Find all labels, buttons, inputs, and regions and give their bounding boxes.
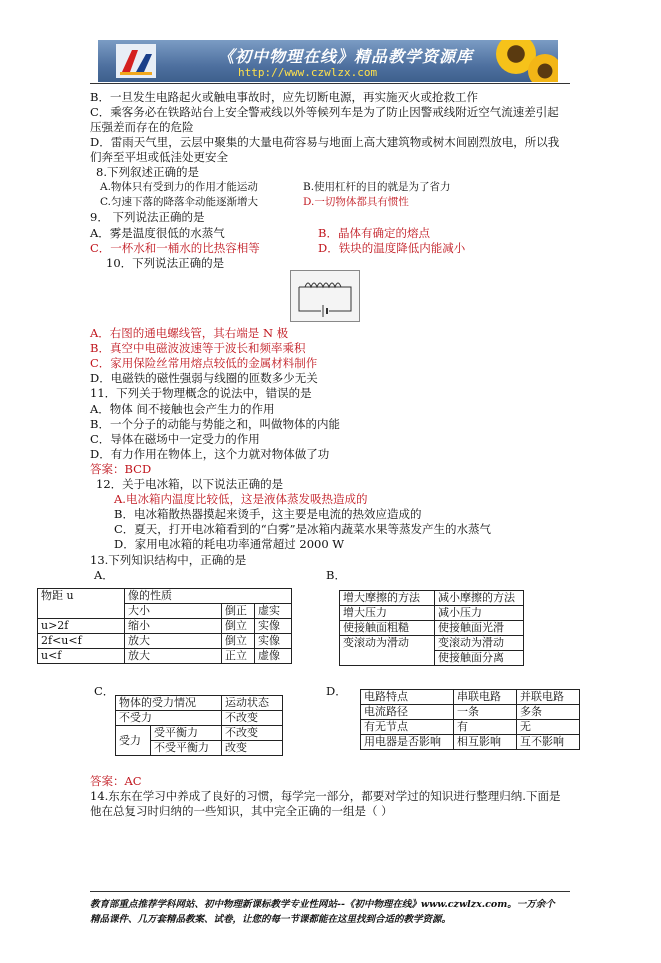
table-b-friction — [339, 590, 524, 666]
footer-line: 精品课件、几万套精品教案、试卷，让您的每一节课都能在这里找到合适的教学资源。 — [90, 914, 452, 925]
table-cell: 放大 — [125, 649, 222, 664]
table-cell: 改变 — [222, 741, 283, 756]
text-line: D．家用电冰箱的耗电功率通常超过 2000 W — [114, 537, 345, 551]
table-cell: 增大摩擦的方法 — [340, 591, 435, 606]
text-line: D．雷雨天气里，云层中聚集的大量电荷容易与地面上高大建筑物或树木间剧烈放电，所以我 — [90, 135, 560, 149]
table-row — [38, 589, 292, 604]
text-line: 8.下列叙述正确的是 — [96, 165, 199, 179]
text-line: 9． 下列说法正确的是 — [90, 210, 205, 224]
table-cell: 使接触面粗糙 — [340, 621, 435, 636]
text-line: A．物体 间不接触也会产生力的作用 — [90, 402, 275, 416]
text-line: C.匀速下落的降落伞动能逐渐增大 — [100, 196, 258, 208]
text-line: B．一个分子的动能与势能之和，叫做物体的内能 — [90, 417, 340, 431]
table-cell: 不受平衡力 — [151, 741, 222, 756]
table-a-lens-imaging — [37, 588, 292, 664]
table-cell: 变滚动为滑动 — [340, 636, 435, 666]
table-cell: 物距 u — [38, 589, 125, 619]
table-cell: 受平衡力 — [151, 726, 222, 741]
footer-line: 教育部重点推荐学科网站、初中物理新课标教学专业性网站--《初中物理在线》www.czwlzx.com。一万余个 — [90, 899, 555, 910]
text-line: D． — [326, 684, 347, 698]
table-cell: 串联电路 — [454, 690, 517, 705]
text-line: C．一杯水和一桶水的比热容相等 — [90, 241, 260, 255]
table-cell: u>2f — [38, 619, 125, 634]
table-cell: 电流路径 — [361, 705, 454, 720]
table-cell: 有无节点 — [361, 720, 454, 735]
text-line: 答案：AC — [90, 774, 142, 788]
text-line: B．真空中电磁波波速等于波长和频率乘积 — [90, 341, 306, 355]
table-cell: 物体的受力情况 — [116, 696, 222, 711]
table-cell: u<f — [38, 649, 125, 664]
text-line: 他在总复习时归纳的一些知识，其中完全正确的一组是（ ） — [90, 804, 393, 818]
table-row — [38, 634, 292, 649]
text-line: C． — [94, 684, 115, 698]
table-cell: 倒立 — [222, 619, 255, 634]
text-line: A．雾是温度很低的水蒸气 — [90, 226, 225, 240]
header-banner — [98, 40, 558, 82]
table-row — [361, 690, 580, 705]
table-cell: 倒立 — [222, 634, 255, 649]
table-cell: 有 — [454, 720, 517, 735]
text-line: 13.下列知识结构中，正确的是 — [90, 553, 247, 567]
table-cell: 无 — [517, 720, 580, 735]
table-cell: 放大 — [125, 634, 222, 649]
table-cell: 大小 — [125, 604, 222, 619]
text-line: 11．下列关于物理概念的说法中，错误的是 — [90, 386, 312, 400]
table-cell: 运动状态 — [222, 696, 283, 711]
text-line: A.电冰箱内温度比较低，这是液体蒸发吸热造成的 — [114, 492, 368, 506]
table-row — [116, 711, 283, 726]
text-line: 们奔至平坦或低洼处更安全 — [90, 150, 228, 164]
table-cell: 不受力 — [116, 711, 222, 726]
text-line: 答案：BCD — [90, 462, 152, 476]
table-cell: 使接触面光滑 — [435, 621, 524, 636]
table-cell: 实像 — [255, 634, 292, 649]
table-cell: 像的性质 — [125, 589, 292, 604]
table-cell: 虚实 — [255, 604, 292, 619]
text-line: D．有力作用在物体上，这个力就对物体做了功 — [90, 447, 330, 461]
table-row — [340, 621, 524, 636]
text-line: 压强差而存在的危险 — [90, 120, 194, 134]
table-cell: 多条 — [517, 705, 580, 720]
table-cell: 倒正 — [222, 604, 255, 619]
table-c-force-motion — [115, 695, 283, 756]
table-row — [340, 606, 524, 621]
table-cell: 使接触面分离 — [435, 651, 524, 666]
text-line: D.一切物体都具有惯性 — [303, 196, 409, 208]
header-title: 《初中物理在线》精品教学资源库 — [218, 47, 474, 66]
table-cell: 电路特点 — [361, 690, 454, 705]
text-line: B.使用杠杆的目的就是为了省力 — [303, 181, 451, 193]
text-line: A．右图的通电螺线管，其右端是 N 极 — [90, 326, 289, 340]
text-line: B．晶体有确定的熔点 — [318, 226, 430, 240]
table-cell: 并联电路 — [517, 690, 580, 705]
site-logo-icon — [116, 44, 156, 78]
table-row — [116, 696, 283, 711]
header-divider — [90, 83, 570, 84]
table-cell: 缩小 — [125, 619, 222, 634]
table-row — [116, 726, 283, 741]
table-cell: 实像 — [255, 619, 292, 634]
text-line: 12．关于电冰箱，以下说法正确的是 — [96, 477, 284, 491]
table-row — [361, 720, 580, 735]
text-line: A.物体只有受到力的作用才能运动 — [100, 181, 258, 193]
table-cell: 用电器是否影响 — [361, 735, 454, 750]
table-cell: 虚像 — [255, 649, 292, 664]
text-line: C．导体在磁场中一定受力的作用 — [90, 432, 260, 446]
table-row — [38, 619, 292, 634]
sunflower-icon — [528, 54, 558, 82]
text-line: D．电磁铁的磁性强弱与线圈的匝数多少无关 — [90, 371, 318, 385]
text-line: C．家用保险丝常用熔点较低的金属材料制作 — [90, 356, 318, 370]
table-row — [340, 636, 524, 651]
table-cell: 一条 — [454, 705, 517, 720]
text-line: B．电冰箱散热器摸起来烫手，这主要是电流的热效应造成的 — [114, 507, 422, 521]
table-row — [340, 591, 524, 606]
solenoid-circuit-figure — [290, 270, 360, 322]
table-cell: 相互影响 — [454, 735, 517, 750]
table-row — [361, 705, 580, 720]
table-cell: 互不影响 — [517, 735, 580, 750]
table-cell: 减小摩擦的方法 — [435, 591, 524, 606]
table-cell: 不改变 — [222, 711, 283, 726]
text-line: D．铁块的温度降低内能减小 — [318, 241, 466, 255]
text-line: 14.东东在学习中养成了良好的习惯，每学完一部分，都要对学过的知识进行整理归纳.下面是 — [90, 789, 561, 803]
solenoid-icon — [291, 271, 359, 321]
text-line: C．夏天，打开电冰箱看到的“白雾”是冰箱内蔬菜水果等蒸发产生的水蒸气 — [114, 522, 492, 536]
text-line: A． — [94, 568, 114, 582]
table-row — [38, 649, 292, 664]
table-cell: 变滚动为滑动 — [435, 636, 524, 651]
text-line: 10．下列说法正确的是 — [106, 256, 225, 270]
table-cell: 增大压力 — [340, 606, 435, 621]
table-cell: 2f<u<f — [38, 634, 125, 649]
table-cell: 受力 — [116, 726, 151, 756]
text-line: B． — [326, 568, 346, 582]
header-url[interactable]: http://www.czwlzx.com — [238, 66, 378, 79]
text-line: B．一旦发生电路起火或触电事故时，应先切断电源，再实施灭火或抢救工作 — [90, 90, 478, 104]
table-cell: 正立 — [222, 649, 255, 664]
footer-divider — [90, 891, 570, 892]
table-cell: 减小压力 — [435, 606, 524, 621]
table-d-circuit-features — [360, 689, 580, 750]
text-line: C．乘客务必在铁路站台上安全警戒线以外等候列车是为了防止因警戒线附近空气流速差引起 — [90, 105, 559, 119]
table-row — [361, 735, 580, 750]
table-cell: 不改变 — [222, 726, 283, 741]
